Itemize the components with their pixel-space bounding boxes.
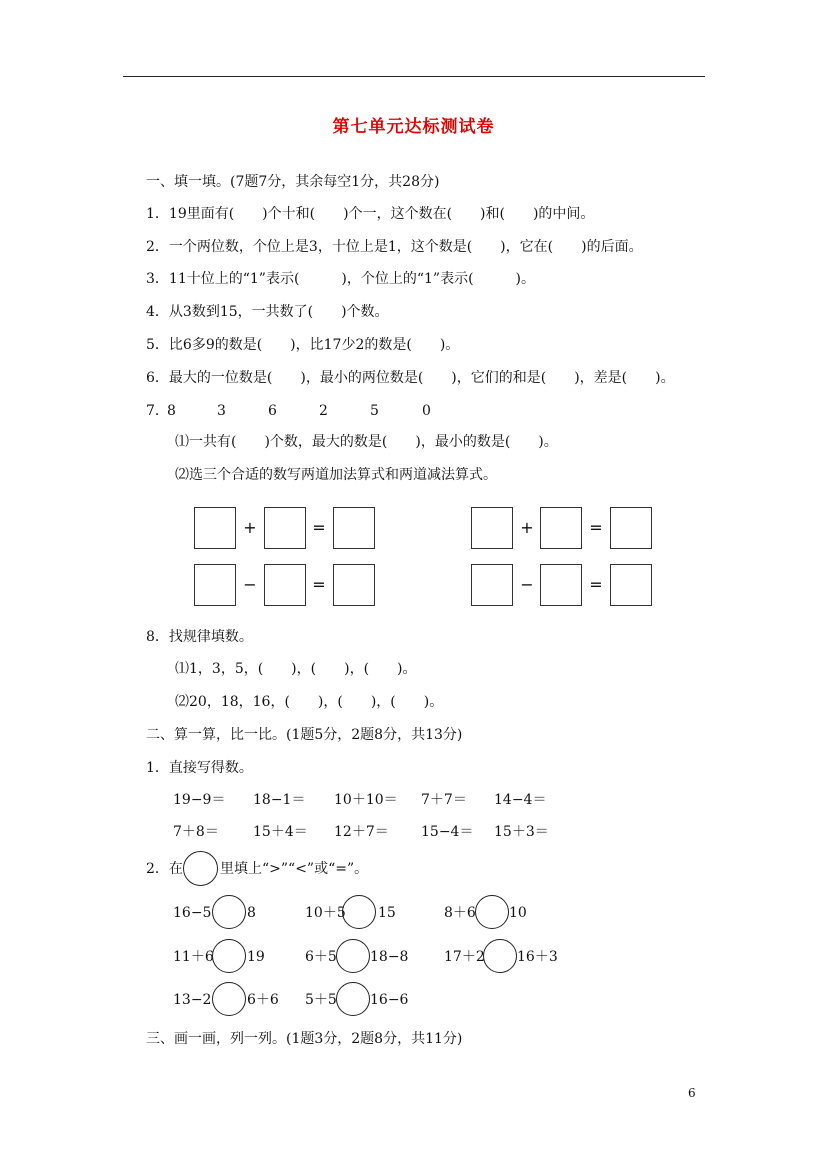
compare-left: 6＋5: [305, 949, 337, 965]
answer-box[interactable]: [471, 564, 513, 606]
calc-item: 18−1＝: [253, 792, 306, 808]
compare-left: 8＋6: [444, 905, 476, 921]
compare-right: 8: [247, 905, 256, 921]
question-8-sub2: ⑵20，18，16，( )，( )，( )。: [175, 694, 444, 710]
section2-question-2-suffix: 里填上“>”“<”或“=”。: [220, 861, 369, 877]
answer-box[interactable]: [610, 507, 652, 549]
q7-number: 6: [268, 403, 277, 419]
answer-box[interactable]: [610, 564, 652, 606]
compare-right: 16−6: [370, 992, 409, 1008]
section2-question-2-prefix: 2．在: [146, 861, 183, 877]
compare-left: 13−2: [173, 992, 212, 1008]
section2-question-1: 1．直接写得数。: [146, 760, 253, 776]
compare-right: 6＋6: [247, 992, 279, 1008]
equals-sign: =: [312, 575, 326, 594]
calc-item: 15−4＝: [421, 824, 474, 840]
answer-box[interactable]: [333, 507, 375, 549]
compare-left: 16−5: [173, 905, 212, 921]
question-3: 3．11十位上的“1”表示( )，个位上的“1”表示( )。: [146, 271, 536, 287]
answer-box[interactable]: [194, 507, 236, 549]
circle-icon: [183, 851, 218, 886]
compare-right: 16＋3: [517, 949, 558, 965]
answer-box[interactable]: [264, 507, 306, 549]
compare-right: 10: [509, 905, 527, 921]
plus-sign: +: [520, 518, 534, 537]
q7-number: 0: [422, 403, 431, 419]
question-2: 2．一个两位数，个位上是3，十位上是1，这个数是( )，它在( )的后面。: [146, 239, 643, 255]
calc-item: 7＋7＝: [421, 792, 467, 808]
answer-box[interactable]: [471, 507, 513, 549]
compare-circle[interactable]: [336, 939, 370, 973]
compare-right: 19: [247, 949, 265, 965]
equals-sign: =: [312, 518, 326, 537]
minus-sign: −: [520, 575, 534, 594]
q7-number: 2: [319, 403, 328, 419]
calc-item: 12＋7＝: [334, 824, 389, 840]
equals-sign: =: [589, 575, 603, 594]
answer-box[interactable]: [540, 507, 582, 549]
compare-right: 15: [378, 905, 396, 921]
answer-box[interactable]: [194, 564, 236, 606]
section1-heading: 一、填一填。(7题7分，其余每空1分，共28分): [146, 174, 440, 190]
calc-item: 10＋10＝: [334, 792, 398, 808]
question-8-sub1: ⑴1，3，5，( )，( )，( )。: [175, 661, 417, 677]
question-6: 6．最大的一位数是( )，最小的两位数是( )，它们的和是( )，差是( )。: [146, 370, 675, 386]
compare-left: 11＋6: [173, 949, 214, 965]
minus-sign: −: [243, 575, 257, 594]
calc-item: 15＋3＝: [494, 824, 549, 840]
question-7-sub1: ⑴一共有( )个数，最大的数是( )，最小的数是( )。: [175, 434, 558, 450]
header-rule: [123, 76, 705, 77]
q7-number: 5: [370, 403, 379, 419]
question-5: 5．比6多9的数是( )，比17少2的数是( )。: [146, 337, 460, 353]
q7-number: 3: [217, 403, 226, 419]
question-8: 8．找规律填数。: [146, 629, 253, 645]
compare-right: 18−8: [370, 949, 409, 965]
question-1: 1．19里面有( )个十和( )个一，这个数在( )和( )的中间。: [146, 206, 595, 222]
page-number: 6: [688, 1086, 696, 1100]
compare-circle[interactable]: [336, 982, 370, 1016]
compare-circle[interactable]: [212, 895, 246, 929]
answer-box[interactable]: [264, 564, 306, 606]
section2-heading: 二、算一算，比一比。(1题5分，2题8分，共13分): [146, 727, 463, 743]
calc-item: 7＋8＝: [173, 824, 219, 840]
question-7-sub2: ⑵选三个合适的数写两道加法算式和两道减法算式。: [175, 467, 497, 483]
equals-sign: =: [589, 518, 603, 537]
calc-item: 15＋4＝: [253, 824, 308, 840]
compare-circle[interactable]: [475, 895, 509, 929]
page-title: 第七单元达标测试卷: [332, 117, 495, 137]
question-7-label: 7．: [146, 403, 169, 419]
compare-left: 10＋5: [305, 905, 346, 921]
calc-item: 14−4＝: [494, 792, 547, 808]
compare-left: 17＋2: [444, 949, 485, 965]
compare-circle[interactable]: [212, 982, 246, 1016]
answer-box[interactable]: [540, 564, 582, 606]
question-4: 4．从3数到15，一共数了( )个数。: [146, 304, 389, 320]
compare-circle[interactable]: [212, 939, 246, 973]
compare-circle[interactable]: [483, 939, 517, 973]
plus-sign: +: [243, 518, 257, 537]
q7-number: 8: [167, 403, 176, 419]
section3-heading: 三、画一画，列一列。(1题3分，2题8分，共11分): [146, 1031, 463, 1047]
answer-box[interactable]: [333, 564, 375, 606]
compare-left: 5＋5: [305, 992, 337, 1008]
calc-item: 19−9＝: [173, 792, 226, 808]
compare-circle[interactable]: [342, 895, 376, 929]
